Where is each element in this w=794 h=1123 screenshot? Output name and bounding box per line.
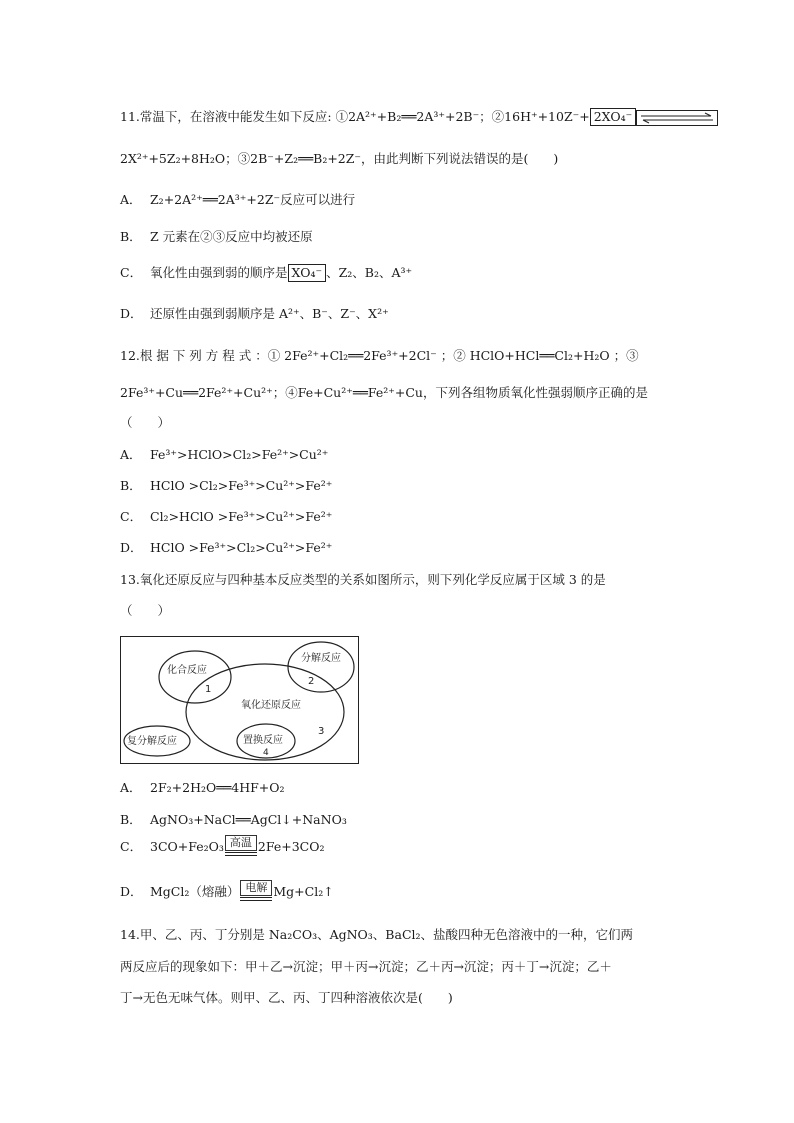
q12-option-b — [120, 477, 332, 495]
option-key: C． — [120, 839, 143, 854]
q14-line-3: 丁→无色无味气体。则甲、乙、丙、丁四种溶液依次是( ) — [120, 990, 453, 1005]
option-text-post: 、Z₂、B₂、A³⁺ — [326, 265, 413, 280]
option-key: D． — [120, 884, 143, 899]
combination-region — [159, 651, 231, 703]
label-region-3: 3 — [318, 726, 325, 737]
q13-option-b — [120, 811, 347, 829]
option-key: C． — [120, 509, 143, 524]
option-key: A． — [120, 447, 142, 462]
q13-line-1: 13.氧化还原反应与四种基本反应类型的关系如图所示，则下列化学反应属于区域 3 的是 — [120, 572, 606, 587]
reaction-type-venn-diagram — [120, 636, 359, 764]
option-key: A． — [120, 192, 142, 207]
option-key: B． — [120, 478, 142, 493]
option-key: D． — [120, 540, 143, 555]
option-formula-box: XO₄⁻ — [288, 264, 327, 282]
label-displacement: 置换反应 — [243, 735, 283, 746]
option-text: Fe³⁺>HClO>Cl₂>Fe²⁺>Cu²⁺ — [150, 447, 329, 462]
q12-line-3: （ ） — [120, 415, 171, 430]
condition-label: 高温 — [225, 835, 257, 851]
option-text: Z 元素在②③反应中均被还原 — [150, 229, 313, 244]
q12-option-d — [120, 539, 332, 557]
option-text: 还原性由强到弱顺序是 A²⁺、B⁻、Z⁻、X²⁺ — [150, 306, 389, 321]
option-text: AgNO₃+NaCl══AgCl↓+NaNO₃ — [150, 812, 347, 827]
decomposition-region — [288, 642, 354, 692]
condition-label: 电解 — [240, 880, 272, 896]
label-double-decomposition: 复分解反应 — [127, 736, 177, 747]
q11-line-1 — [120, 108, 718, 126]
reversible-arrow-icon — [636, 110, 718, 126]
q12-line-2: 2Fe³⁺+Cu══2Fe²⁺+Cu²⁺；④Fe+Cu²⁺══Fe²⁺+Cu，下列各组物质氧化性强弱顺序正确的是 — [120, 385, 648, 400]
option-text: Z₂+2A²⁺══2A³⁺+2Z⁻反应可以进行 — [150, 192, 356, 207]
q12-option-c — [120, 508, 332, 526]
label-region-1: 1 — [205, 684, 212, 695]
q13-option-d — [120, 880, 334, 910]
label-combination: 化合反应 — [167, 665, 207, 676]
option-text-post: Mg+Cl₂↑ — [273, 884, 334, 899]
option-key: C． — [120, 265, 143, 280]
label-decomposition: 分解反应 — [301, 653, 341, 664]
option-text: Cl₂>HClO >Fe³⁺>Cu²⁺>Fe²⁺ — [150, 509, 333, 524]
q11-option-d — [120, 305, 389, 323]
q11-formula-box: 2XO₄⁻ — [590, 108, 637, 126]
label-redox: 氧化还原反应 — [241, 700, 301, 711]
reaction-condition — [240, 880, 272, 901]
equals-sign-icon — [240, 897, 272, 901]
label-region-4: 4 — [263, 748, 269, 758]
option-text-pre: MgCl₂（熔融） — [150, 884, 240, 899]
option-text-post: 2Fe+3CO₂ — [257, 839, 325, 854]
option-key: D． — [120, 306, 143, 321]
option-text-pre: 氧化性由强到弱的顺序是 — [150, 265, 288, 280]
option-key: B． — [120, 229, 142, 244]
option-text: 2F₂+2H₂O══4HF+O₂ — [150, 780, 285, 795]
reaction-condition — [225, 835, 257, 856]
q12-line-1: 12.根 据 下 列 方 程 式 ：① 2Fe²⁺+Cl₂══2Fe³⁺+2Cl⁻ ；② HClO+HCl══Cl₂+H₂O ；③ — [120, 348, 639, 363]
q13-option-c — [120, 835, 325, 865]
q14-line-1: 14.甲、乙、丙、丁分别是 Na₂CO₃、AgNO₃、BaCl₂、盐酸四种无色溶液中的一种，它们两 — [120, 927, 634, 942]
q11-option-b — [120, 228, 313, 246]
option-key: A． — [120, 780, 142, 795]
q12-option-a — [120, 446, 328, 464]
option-text-pre: 3CO+Fe₂O₃ — [150, 839, 224, 854]
label-region-2: 2 — [308, 676, 315, 687]
option-key: B． — [120, 812, 142, 827]
q11-text-1: 11.常温下，在溶液中能发生如下反应: ①2A²⁺+B₂══2A³⁺+2B⁻；②16H⁺+10Z⁻+ — [120, 109, 590, 124]
q14-line-2: 两反应后的现象如下：甲＋乙→沉淀；甲＋丙→沉淀；乙＋丙→沉淀；丙＋丁→沉淀；乙＋ — [120, 959, 612, 974]
q11-line-2: 2X²⁺+5Z₂+8H₂O；③2B⁻+Z₂══B₂+2Z⁻，由此判断下列说法错误的是( ) — [120, 151, 559, 166]
q11-option-c — [120, 264, 412, 282]
equals-sign-icon — [225, 852, 257, 856]
option-text: HClO >Cl₂>Fe³⁺>Cu²⁺>Fe²⁺ — [150, 478, 333, 493]
q11-option-a — [120, 191, 355, 209]
q13-line-2: （ ） — [120, 603, 171, 618]
q13-option-a — [120, 779, 285, 797]
option-text: HClO >Fe³⁺>Cl₂>Cu²⁺>Fe²⁺ — [150, 540, 333, 555]
